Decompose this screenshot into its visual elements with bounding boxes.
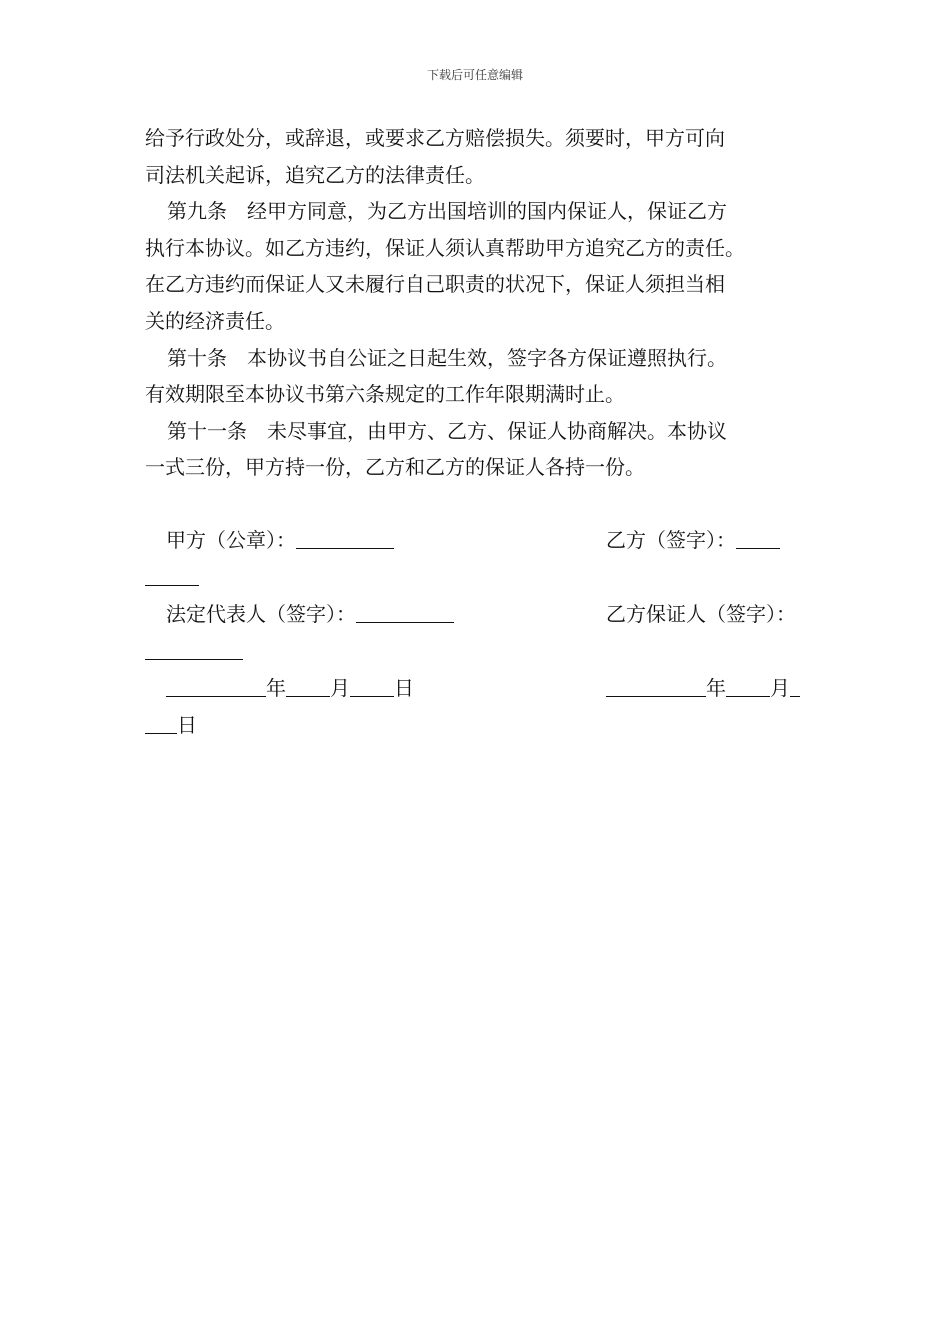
paragraph-line: 给予行政处分，或辞退，或要求乙方赔偿损失。须要时，甲方可向 — [145, 126, 725, 150]
document-body — [145, 120, 825, 486]
month-label: 月 — [330, 676, 350, 700]
year-label: 年 — [266, 676, 286, 700]
paragraph-line: 执行本协议。如乙方违约，保证人须认真帮助甲方追究乙方的责任。 — [145, 235, 745, 260]
date-field-left — [166, 670, 414, 706]
party-a-seal-field — [166, 522, 394, 558]
party-b-sign-field — [606, 522, 780, 558]
day-label: 日 — [177, 713, 197, 737]
year-blank-right[interactable] — [606, 676, 706, 697]
year-label: 年 — [706, 676, 726, 700]
day-blank-left[interactable] — [350, 676, 394, 697]
article-10-line: 第十条 本协议书自公证之日起生效，签字各方保证遵照执行。 — [167, 345, 727, 370]
day-blank-right[interactable] — [790, 676, 800, 697]
year-blank-left[interactable] — [166, 676, 266, 697]
day-label: 日 — [394, 676, 414, 700]
party-b-sign-blank-wrap — [145, 559, 199, 595]
date-field-right — [606, 670, 800, 706]
paragraph-line: 在乙方违约而保证人又未履行自己职责的状况下，保证人须担当相 — [145, 272, 725, 297]
paragraph-line: 有效期限至本协议书第六条规定的工作年限期满时止。 — [145, 382, 625, 407]
party-a-seal-label: 甲方（公章）： — [166, 528, 296, 552]
guarantor-label: 乙方保证人（签字）： — [606, 602, 796, 626]
month-blank-right[interactable] — [726, 676, 770, 697]
party-a-seal-blank[interactable] — [296, 528, 394, 549]
paragraph-line: 关的经济责任。 — [145, 308, 285, 333]
legal-rep-blank[interactable] — [356, 602, 454, 623]
guarantor-blank-wrap — [145, 633, 243, 669]
guarantor-field — [606, 596, 796, 632]
date-right-cont — [145, 707, 197, 743]
month-label: 月 — [770, 676, 790, 700]
day-blank-right-cont[interactable] — [145, 713, 177, 734]
paragraph-line: 司法机关起诉，追究乙方的法律责任。 — [145, 162, 485, 187]
paragraph-line: 一式三份，甲方持一份，乙方和乙方的保证人各持一份。 — [145, 455, 645, 480]
legal-rep-label: 法定代表人（签字）： — [166, 602, 356, 626]
party-b-sign-blank[interactable] — [736, 528, 780, 549]
month-blank-left[interactable] — [286, 676, 330, 697]
legal-rep-field — [166, 596, 454, 632]
article-9-line: 第九条 经甲方同意，为乙方出国培训的国内保证人，保证乙方 — [167, 199, 727, 224]
party-b-sign-blank-cont[interactable] — [145, 565, 199, 586]
party-b-sign-label: 乙方（签字）： — [606, 528, 736, 552]
guarantor-blank[interactable] — [145, 639, 243, 660]
article-11-line: 第十一条 未尽事宜，由甲方、乙方、保证人协商解决。本协议 — [167, 418, 727, 443]
page-header: 下载后可任意编辑 — [426, 68, 523, 82]
